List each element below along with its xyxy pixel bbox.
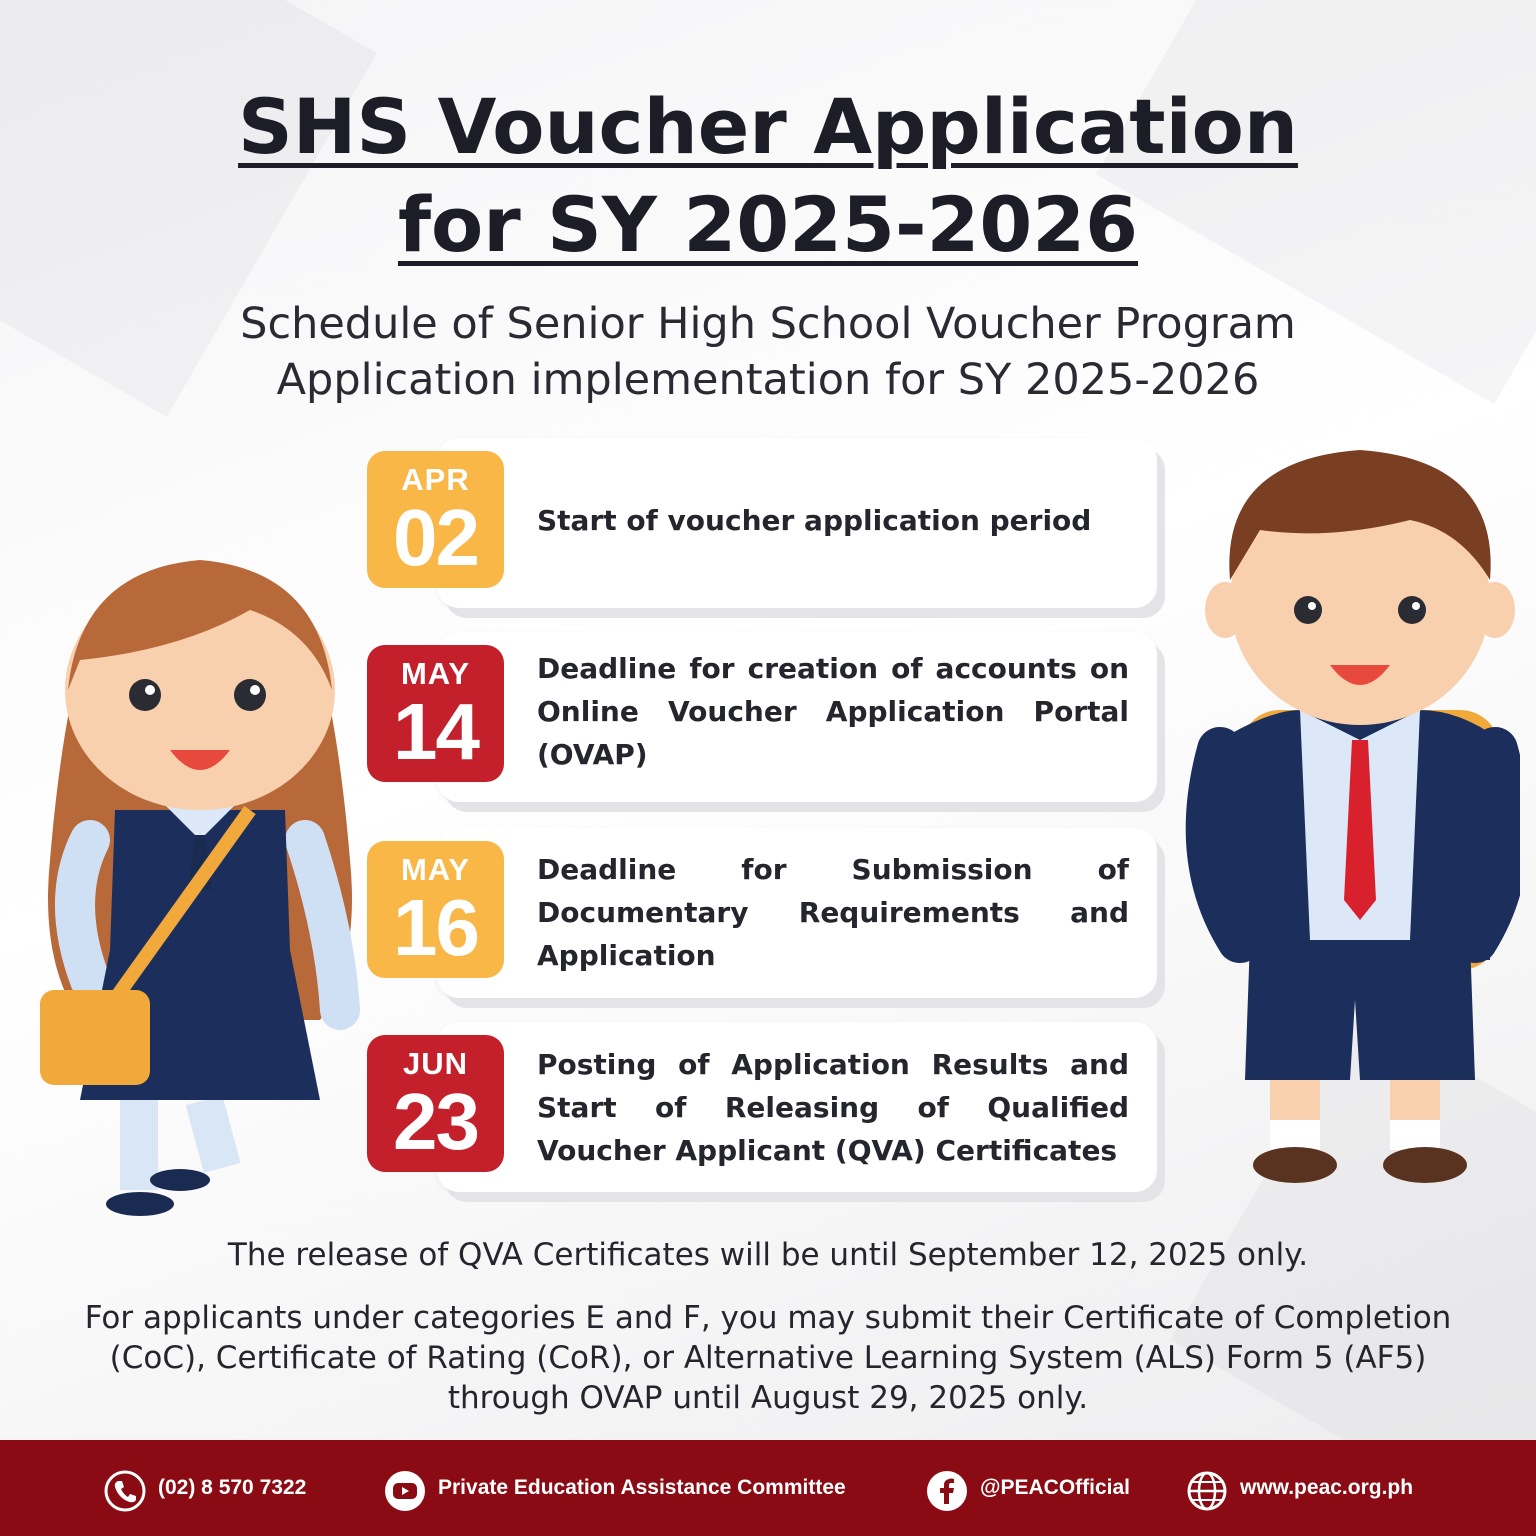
date-month: APR bbox=[401, 462, 470, 497]
date-badge-4 bbox=[367, 1035, 504, 1172]
footer-facebook-text: @PEACOfficial bbox=[980, 1476, 1131, 1499]
boy-student-illustration bbox=[1180, 440, 1520, 1220]
title-line-2: for SY 2025-2026 bbox=[397, 180, 1139, 269]
footer-bar bbox=[0, 1440, 1536, 1536]
date-badge-3 bbox=[367, 841, 504, 978]
schedule-description-4: Posting of Application Results and Start of Releasing of Qualified Voucher Applicant (QVA) Certificates bbox=[537, 1048, 1129, 1167]
globe-icon bbox=[1186, 1470, 1228, 1512]
date-badge-2 bbox=[367, 645, 504, 782]
date-month: MAY bbox=[400, 656, 471, 691]
date-day: 16 bbox=[393, 883, 478, 972]
phone-icon bbox=[104, 1470, 146, 1512]
date-month: MAY bbox=[400, 852, 471, 887]
subtitle-line-1: Schedule of Senior High School Voucher Program bbox=[240, 299, 1296, 349]
title-line-1: SHS Voucher Application bbox=[238, 82, 1298, 171]
date-day: 23 bbox=[393, 1077, 478, 1166]
footer-website-text: www.peac.org.ph bbox=[1240, 1476, 1414, 1499]
schedule-description-1: Start of voucher application period bbox=[537, 504, 1092, 537]
date-month: JUN bbox=[402, 1046, 468, 1081]
youtube-icon bbox=[384, 1470, 426, 1512]
facebook-icon bbox=[926, 1470, 968, 1512]
schedule-description-2: Deadline for creation of accounts on Online Voucher Application Portal (OVAP) bbox=[537, 652, 1129, 771]
girl-student-illustration bbox=[20, 540, 380, 1220]
page-subtitle bbox=[0, 296, 1536, 408]
footer-phone-text: (02) 8 570 7322 bbox=[158, 1476, 307, 1499]
page-title bbox=[0, 78, 1536, 274]
date-badge-1 bbox=[367, 451, 504, 588]
date-day: 14 bbox=[393, 687, 478, 776]
subtitle-line-2: Application implementation for SY 2025-2026 bbox=[276, 355, 1260, 405]
footer-youtube-text: Private Education Assistance Committee bbox=[438, 1476, 846, 1499]
release-note: The release of QVA Certificates will be until September 12, 2025 only. bbox=[227, 1237, 1309, 1273]
categories-note: For applicants under categories E and F, you may submit their Certificate of Completion (CoC), Certificate of Rating (CoR), or Alternative Learning System (ALS) Form 5 (AF5) through OVAP until August 29, 2025 only. bbox=[84, 1300, 1452, 1416]
date-day: 02 bbox=[393, 493, 478, 582]
schedule-description-3: Deadline for Submission of Documentary Requirements and Application bbox=[537, 853, 1129, 972]
